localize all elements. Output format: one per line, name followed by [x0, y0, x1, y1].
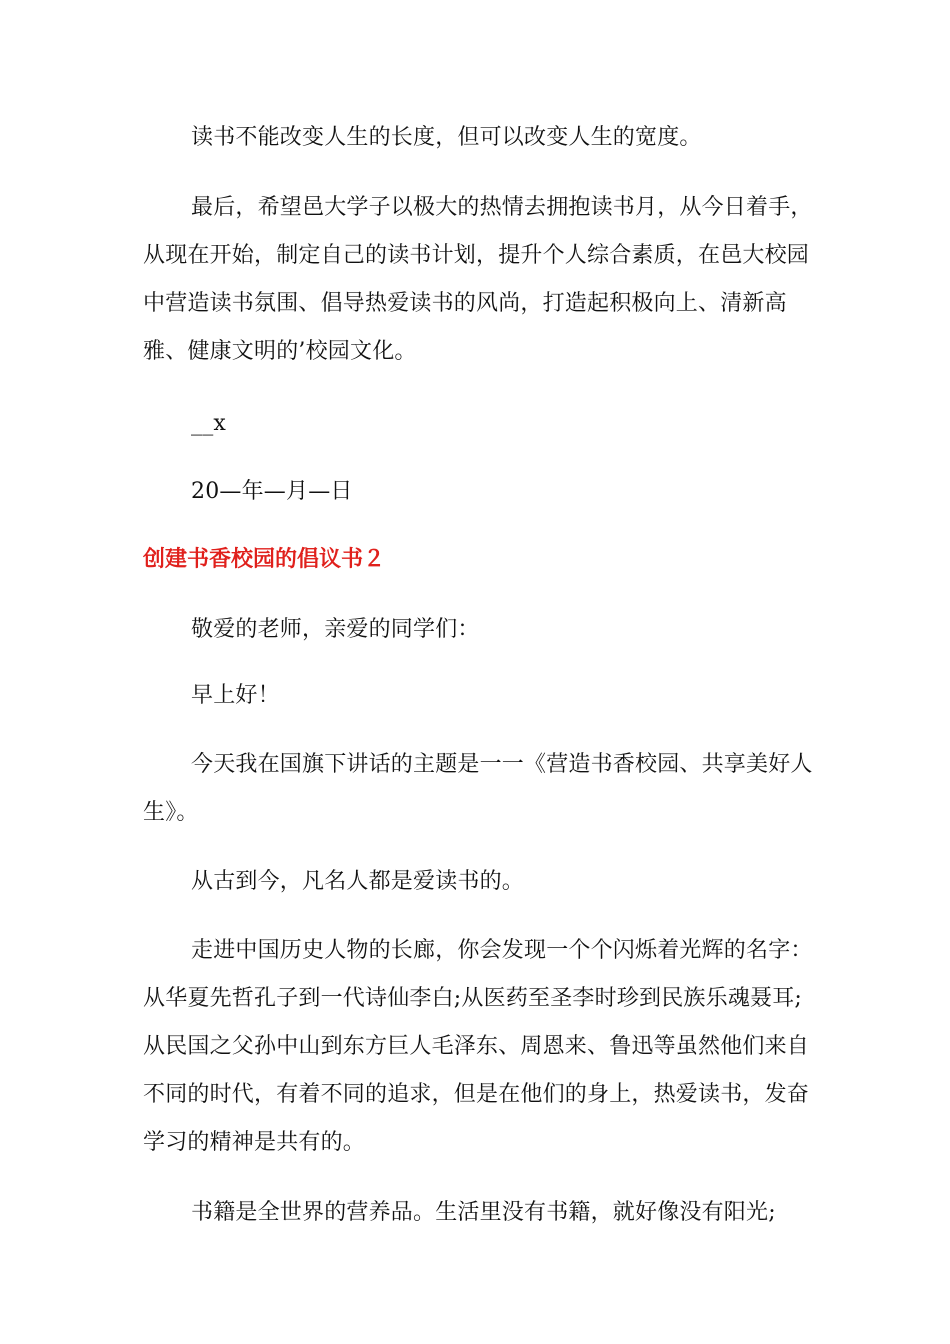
paragraph-closing-hope: 最后，希望邑大学子以极大的热情去拥抱读书月，从今日着手，从现在开始，制定自己的读书计划，提升个人综合素质，在邑大校园中营造读书氛围、倡导热爱读书的风尚，打造起积极向上、清新高雅、健康文明的’校园文化。	[143, 195, 813, 364]
section-title: 创建书香校园的倡议书２	[143, 547, 386, 572]
date-line: 20—年—月—日	[191, 479, 353, 504]
paragraph-greeting-salutation: 敬爱的老师，亲爱的同学们：	[191, 617, 480, 642]
paragraph-speech-topic: 今天我在国旗下讲话的主题是一一《营造书香校园、共享美好人生》。	[143, 752, 813, 825]
signature-placeholder: __x	[191, 411, 227, 436]
paragraph-books-nutrition: 书籍是全世界的营养品。生活里没有书籍，就好像没有阳光;	[191, 1200, 776, 1225]
paragraph-good-morning: 早上好！	[191, 683, 280, 708]
paragraph-famous-readers: 从古到今，凡名人都是爱读书的。	[191, 869, 525, 894]
paragraph-history-figures: 走进中国历史人物的长廊，你会发现一个个闪烁着光辉的名字：从华夏先哲孔子到一代诗仙李白;从医药至圣李时珍到民族乐魂聂耳;从民国之父孙中山到东方巨人毛泽东、周恩来、鲁迅等虽然他们来自不同的时代，有着不同的追求，但是在他们的身上，热爱读书，发奋学习的精神是共有的。	[143, 938, 813, 1155]
paragraph-reading-width: 读书不能改变人生的长度，但可以改变人生的宽度。	[191, 125, 702, 150]
